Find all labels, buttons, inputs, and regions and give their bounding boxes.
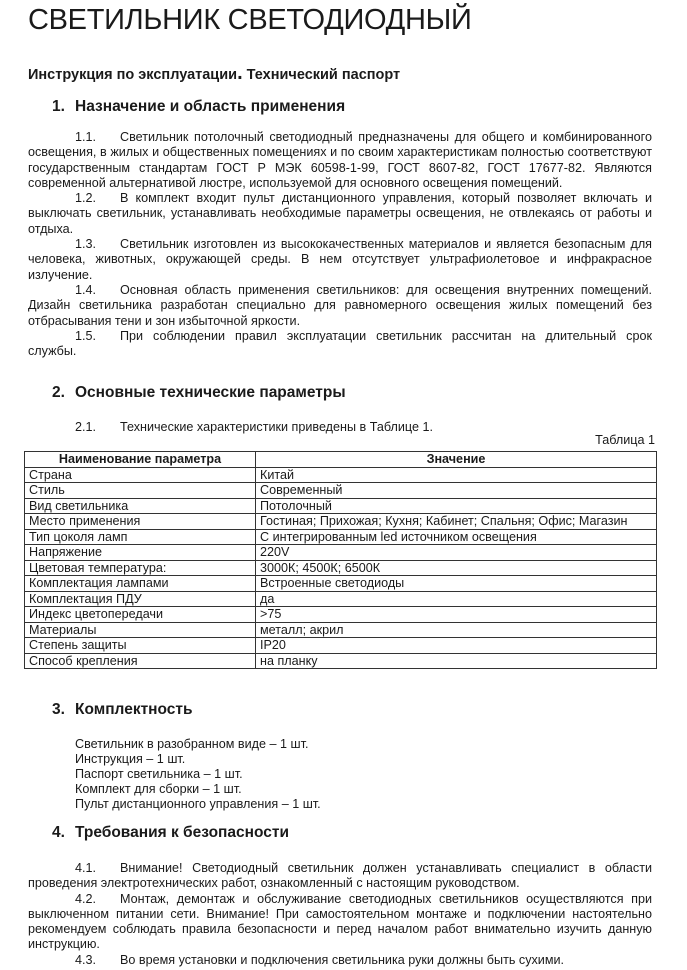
- parameter-name-cell: Место применения: [25, 514, 256, 530]
- table-row: [25, 498, 657, 514]
- parameter-value-cell: С интегрированным led источником освещения: [256, 529, 657, 545]
- table-row: [25, 591, 657, 607]
- subtitle-dot: .: [237, 62, 243, 84]
- list-item: Пульт дистанционного управления – 1 шт.: [75, 797, 321, 811]
- table-row: [25, 576, 657, 592]
- table-header-row: [25, 452, 657, 468]
- parameter-value-cell: Встроенные светодиоды: [256, 576, 657, 592]
- parameter-value-cell: Китай: [256, 467, 657, 483]
- table-row: [25, 529, 657, 545]
- table-row: [25, 545, 657, 561]
- paragraph-1-5: 1.5. При соблюдении правил эксплуатации светильник рассчитан на длительный срок службы.: [28, 328, 652, 359]
- table-row: [25, 607, 657, 623]
- list-item: Комплект для сборки – 1 шт.: [75, 782, 242, 796]
- paragraph-4-1: 4.1. Внимание! Светодиодный светильник должен устанавливать специалист в области проведения электротехнических работ, ознакомленный с настоящим руководством.: [28, 861, 652, 891]
- parameter-value-cell: на планку: [256, 653, 657, 669]
- parameter-value-cell: Гостиная; Прихожая; Кухня; Кабинет; Спальня; Офис; Магазин: [256, 514, 657, 530]
- table-row: [25, 653, 657, 669]
- parameter-name-cell: Тип цоколя ламп: [25, 529, 256, 545]
- header-value: Значение: [256, 452, 657, 468]
- list-item: Паспорт светильника – 1 шт.: [75, 767, 243, 781]
- table-caption: Таблица 1: [595, 433, 655, 447]
- table-row: [25, 560, 657, 576]
- parameter-value-cell: 220V: [256, 545, 657, 561]
- parameter-name-cell: Вид светильника: [25, 498, 256, 514]
- section-heading-2: 2. Основные технические параметры: [52, 384, 346, 401]
- paragraph-4-3: 4.3. Во время установки и подключения светильника руки должны быть сухими.: [75, 952, 565, 967]
- parameter-name-cell: Комплектация лампами: [25, 576, 256, 592]
- parameter-value-cell: да: [256, 591, 657, 607]
- parameter-name-cell: Цветовая температура:: [25, 560, 256, 576]
- section-2-body: [28, 420, 652, 435]
- list-item: Инструкция – 1 шт.: [75, 752, 186, 766]
- table-row: [25, 483, 657, 499]
- paragraph-1-1: 1.1. Светильник потолочный светодиодный предназначены для общего и комбинированного освещения, в жилых и общественных помещениях и по своим характеристикам полностью соответствуют государственным стандартам ГОСТ Р МЭК 60598-1-99, ГОСТ 8607-82, ГОСТ 17677-82. Являются современной альтернативой люстре, используемой для основного освещения помещений.: [28, 130, 652, 190]
- parameter-value-cell: Потолочный: [256, 498, 657, 514]
- section-heading-4: 4. Требования к безопасности: [52, 824, 290, 841]
- subtitle-part2: Технический паспорт: [246, 67, 401, 83]
- section-1-body: [28, 130, 652, 359]
- table-row: [25, 467, 657, 483]
- paragraph-1-3: 1.3. Светильник изготовлен из высококачественных материалов и является безопасным для человека, животных, окружающей среды. В нем отсутствует ультрафиолетовое и инфракрасное излучение.: [28, 237, 652, 282]
- parameter-value-cell: 3000К; 4500К; 6500К: [256, 560, 657, 576]
- parameters-table: [24, 451, 657, 669]
- table-row: [25, 622, 657, 638]
- parameter-name-cell: Степень защиты: [25, 638, 256, 654]
- list-item: Светильник в разобранном виде – 1 шт.: [75, 737, 309, 751]
- parameter-name-cell: Стиль: [25, 483, 256, 499]
- subtitle-part1: Инструкция по эксплуатации: [28, 67, 238, 83]
- parameter-name-cell: Напряжение: [25, 545, 256, 561]
- parameter-value-cell: металл; акрил: [256, 622, 657, 638]
- parameter-name-cell: Индекс цветопередачи: [25, 607, 256, 623]
- package-contents-list: [75, 737, 321, 812]
- parameter-name-cell: Комплектация ПДУ: [25, 591, 256, 607]
- paragraph-4-2: 4.2. Монтаж, демонтаж и обслуживание светодиодных светильников осуществляются при выключенном питании сети. Внимание! При самостоятельном монтаже и подключении настоятельно рекомендуем соблюдать правила безопасности и перед началом работ внимательно изучить данную инструкцию.: [28, 891, 652, 952]
- table-row: [25, 514, 657, 530]
- parameter-value-cell: >75: [256, 607, 657, 623]
- parameter-value-cell: Современный: [256, 483, 657, 499]
- paragraph-1-2: 1.2. В комплект входит пульт дистанционного управления, который позволяет включать и выключать светильник, устанавливать необходимые параметры освещения, не отвлекаясь от работы и отдыха.: [28, 191, 652, 236]
- header-parameter: Наименование параметра: [25, 452, 256, 468]
- parameter-value-cell: IP20: [256, 638, 657, 654]
- document-title: СВЕТИЛЬНИК СВЕТОДИОДНЫЙ: [28, 4, 472, 36]
- paragraph-2-1: 2.1. Технические характеристики приведены в Таблице 1.: [75, 420, 433, 434]
- table-row: [25, 638, 657, 654]
- document-subtitle: [28, 62, 400, 85]
- paragraph-1-4: 1.4. Основная область применения светильников: для освещения внутренних помещений. Дизайн светильника разработан специально для равномерного освещения жилых помещений без отбрасывания тени и зон избыточной яркости.: [28, 282, 652, 328]
- parameter-name-cell: Страна: [25, 467, 256, 483]
- parameter-name-cell: Материалы: [25, 622, 256, 638]
- section-4-body: [28, 861, 652, 968]
- parameter-name-cell: Способ крепления: [25, 653, 256, 669]
- section-heading-1: 1. Назначение и область применения: [52, 98, 346, 115]
- section-heading-3: 3. Комплектность: [52, 701, 193, 718]
